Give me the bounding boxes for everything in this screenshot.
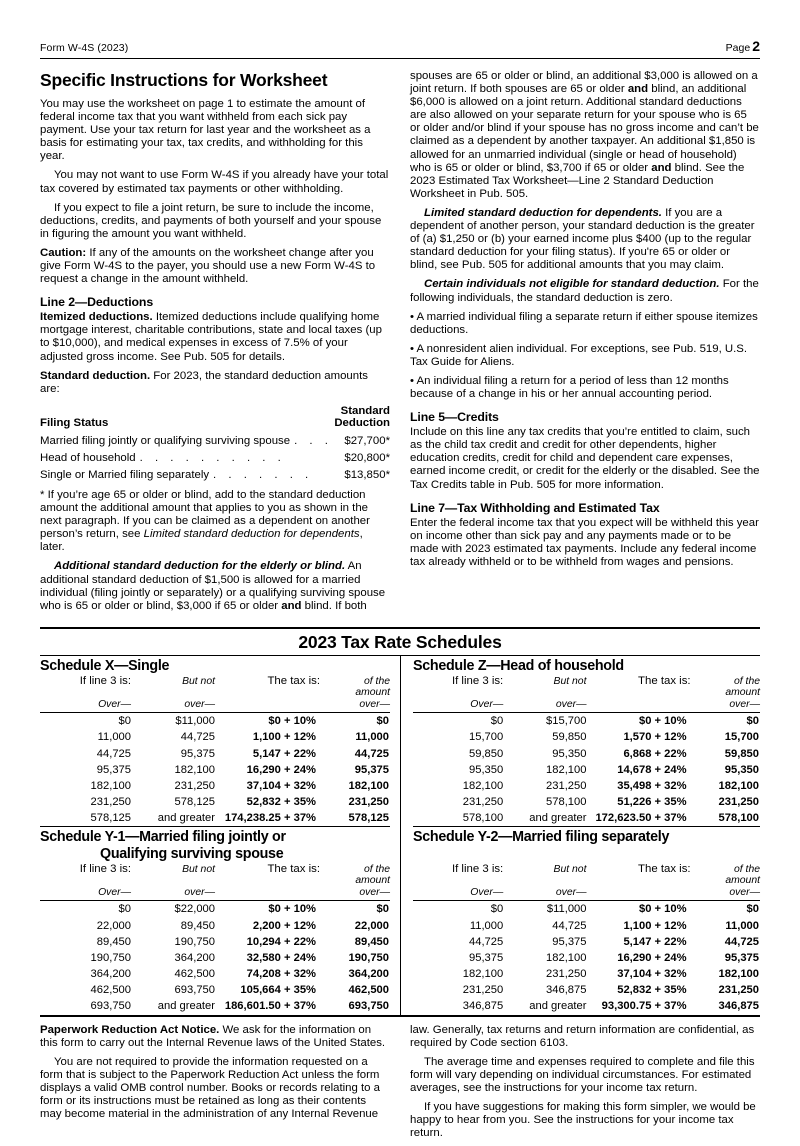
tax-value: $0 + 10%	[268, 903, 316, 916]
but-not-over-header-line1: But not	[553, 864, 587, 876]
spouses-and-2: and	[651, 161, 672, 174]
but-not-over-value: and greater	[157, 812, 215, 825]
but-not-over-value: and greater	[529, 1000, 587, 1013]
over-value: 231,250	[462, 796, 504, 809]
spouses-text-c: blind. See the 2023 Estimated Tax Worksheet—Line 2 Standard Deduction Worksheet in Pub. 505.	[410, 161, 745, 200]
but-not-over-header-line1: But not	[553, 675, 587, 687]
standard-deduction-text: For 2023, the standard deduction amounts are:	[40, 369, 368, 395]
but-not-over-value: 182,100	[174, 763, 215, 776]
standard-deduction-header-line1: Standard	[340, 404, 390, 417]
but-not-over-value: 95,375	[552, 935, 587, 948]
schedule-y1-table	[40, 863, 390, 1014]
notice-right-column	[410, 1024, 760, 1146]
limited-deduction-text: If you are a dependent of another person, your standard deduction is the greater of (a) $1,250 or (b) your earned income plus $400 (up to the regular standard deduction for your filing status). If you're 65 or older or blind, see Pub. 505 for additional amounts that you may claim.	[410, 206, 755, 272]
schedule-z-table	[413, 675, 760, 826]
schedule-z-rows	[413, 713, 760, 827]
tax-value: 16,290 + 24%	[246, 763, 316, 776]
over-value: 11,000	[97, 731, 131, 744]
amount-over-value: 578,125	[348, 812, 389, 825]
of-the-amount-header-line1: of the	[734, 675, 760, 687]
if-line-3-header: If line 3 is:	[451, 863, 504, 876]
but-not-over-header-line2: over—	[184, 886, 215, 898]
but-not-over-value: $11,000	[546, 903, 587, 916]
amount-over-value: 462,500	[348, 984, 389, 997]
schedule-y1-title-line2: Qualifying surviving spouse	[100, 845, 284, 862]
paperwork-reduction-notice	[40, 1015, 760, 1146]
notice-left-column	[40, 1024, 390, 1146]
line-7-withholding-paragraph: Enter the federal income tax that you expect will be withheld this year on income other than sick pay and any payments made or to be made with 2023 estimated tax payments. Include any federal income tax already withheld or to be withheld from wages and pensions.	[410, 516, 759, 568]
over-value: 182,100	[462, 968, 504, 981]
spouses-continuation-paragraph	[410, 70, 760, 201]
limited-deduction-label: Limited standard deduction for dependents.	[424, 206, 662, 219]
tax-value: 14,678 + 24%	[617, 763, 687, 776]
amount-over-value: 190,750	[348, 951, 389, 964]
tax-value: 1,100 + 12%	[623, 919, 687, 932]
standard-deduction-label: Standard deduction.	[40, 369, 151, 382]
table-row	[413, 713, 760, 730]
over-header: Over—	[470, 699, 504, 711]
table-row	[40, 810, 390, 826]
spouses-and-1: and	[627, 83, 649, 96]
dot-leader: . . . . . . . . . .	[139, 451, 286, 464]
table-row	[40, 433, 390, 450]
table-row	[40, 729, 390, 745]
amount-over-value: 231,250	[718, 796, 759, 809]
notice-intro-paragraph	[40, 1024, 390, 1050]
tax-value: 174,238.25 + 37%	[224, 812, 316, 825]
over-header: Over—	[98, 699, 131, 711]
over-header: Over—	[470, 887, 504, 899]
but-not-over-value: 578,100	[546, 796, 587, 809]
amount-over-value: 95,375	[724, 951, 759, 964]
of-the-amount-header-line2: amount	[355, 875, 390, 887]
tax-value: 5,147 + 22%	[252, 747, 316, 760]
the-tax-is-header: The tax is:	[638, 675, 691, 688]
amount-over-value: 231,250	[348, 796, 389, 809]
schedule-y1-rows	[40, 901, 390, 1015]
but-not-over-value: 231,250	[546, 968, 587, 981]
table-row	[40, 966, 390, 982]
but-not-over-header-line1: But not	[182, 675, 215, 687]
schedule-y2	[413, 826, 760, 1014]
footnote-text-end: , later.	[40, 528, 363, 554]
standard-deduction-header	[334, 405, 390, 430]
if-line-3-header: If line 3 is:	[79, 675, 131, 688]
of-the-amount-header-line3: over—	[359, 698, 390, 710]
caution-label: Caution:	[40, 246, 87, 259]
but-not-over-value: 693,750	[174, 984, 215, 997]
over-header: Over—	[98, 887, 131, 899]
instructions-columns	[40, 59, 760, 619]
over-value: 59,850	[469, 747, 504, 760]
tax-value: 1,100 + 12%	[252, 731, 316, 744]
schedule-y2-title-line1: Schedule Y-2—Married filing separately	[413, 829, 670, 846]
over-value: 693,750	[90, 1000, 131, 1013]
schedule-z	[413, 656, 760, 827]
schedule-y2-rows	[413, 901, 760, 1015]
of-the-amount-header-line1: of the	[734, 864, 760, 876]
footnote-text-start: * If you’re age 65 or older or blind, add to the standard deduction amount the additional amount that applies to you as shown in the next paragraph. If you can be claimed as a dependent on another person’s return, see	[40, 488, 370, 541]
tax-value: 186,601.50 + 37%	[224, 1000, 316, 1013]
but-not-over-value: and greater	[157, 1000, 215, 1013]
of-the-amount-header-line2: amount	[725, 687, 760, 699]
over-value: 95,350	[469, 763, 504, 776]
tax-value: 1,570 + 12%	[623, 731, 687, 744]
over-value: 578,125	[90, 812, 131, 825]
but-not-over-value: and greater	[529, 812, 587, 825]
not-needed-paragraph: You may not want to use Form W-4S if you already have your total tax covered by estimated tax payments or other withholding.	[40, 169, 389, 195]
itemized-deductions-paragraph	[40, 311, 390, 363]
page-number: 2	[752, 38, 760, 54]
deduction-amount: $27,700*	[344, 434, 390, 447]
dot-leader: . . .	[294, 434, 333, 447]
caution-paragraph	[40, 247, 390, 286]
schedule-y2-table	[413, 863, 760, 1014]
but-not-over-value: 462,500	[174, 968, 215, 981]
tax-value: 16,290 + 24%	[617, 951, 687, 964]
over-value: $0	[490, 715, 504, 728]
over-value: $0	[490, 903, 504, 916]
over-value: 364,200	[90, 968, 131, 981]
tax-value: 51,226 + 35%	[617, 796, 687, 809]
standard-deduction-table	[40, 405, 390, 484]
but-not-over-value: 578,125	[174, 796, 215, 809]
but-not-over-value: $22,000	[174, 903, 215, 916]
tax-value: 172,623.50 + 37%	[595, 812, 687, 825]
schedule-y1	[40, 826, 390, 1014]
over-value: 44,725	[469, 935, 504, 948]
instructions-left-column	[40, 70, 390, 619]
filing-status-header: Filing Status	[40, 417, 109, 430]
additional-deduction-text-a: An additional standard deduction of $1,500 is allowed for a married individual (filing jointly or separately) or a qualifying surviving spouse who is 65 or older or blind, $3,000 if 65 or older	[40, 560, 386, 612]
over-value: 182,100	[90, 779, 131, 792]
table-row	[413, 950, 760, 966]
amount-over-value: $0	[746, 903, 759, 916]
the-tax-is-header: The tax is:	[638, 863, 691, 876]
tax-value: 2,200 + 12%	[252, 919, 316, 932]
table-row	[413, 917, 760, 933]
over-value: 89,450	[96, 935, 131, 948]
table-row	[40, 998, 390, 1014]
tax-value: 35,498 + 32%	[617, 779, 687, 792]
but-not-over-value: 59,850	[552, 731, 587, 744]
list-item: • An individual filing a return for a period of less than 12 months because of a change in his or her annual accounting period.	[410, 374, 729, 401]
standard-deduction-table-header	[40, 405, 390, 430]
amount-over-value: 578,100	[718, 812, 759, 825]
schedule-x-table	[40, 675, 390, 826]
schedule-z-title: Schedule Z—Head of household	[413, 657, 624, 674]
itemized-deductions-text: Itemized deductions include qualifying home mortgage interest, charitable contributions, state and local taxes (up to $10,000), and medical expenses in excess of 7.5% of your adjusted gross income. See Pub. 505 for details.	[40, 311, 382, 363]
amount-over-value: 693,750	[348, 1000, 389, 1013]
tax-value: $0 + 10%	[638, 903, 687, 916]
of-the-amount-header-line3: over—	[729, 886, 760, 898]
but-not-over-value: 89,450	[180, 919, 215, 932]
over-value: $0	[118, 715, 131, 728]
table-row	[40, 982, 390, 998]
list-item: • A married individual filing a separate return if either spouse itemizes deductions.	[410, 310, 758, 336]
tax-value: 52,832 + 35%	[246, 796, 316, 809]
table-row	[413, 746, 760, 762]
table-row	[413, 729, 760, 745]
but-not-over-header-line2: over—	[555, 886, 587, 898]
schedule-x	[40, 656, 390, 827]
deduction-amount: $20,800*	[344, 451, 390, 464]
line-5-credits-heading: Line 5—Credits	[410, 410, 499, 425]
over-value: $0	[118, 903, 131, 916]
tax-value: 37,104 + 32%	[617, 968, 687, 981]
standard-deduction-footnote	[40, 489, 390, 554]
spouses-text-b: blind, an additional $6,000 is allowed on a joint return. Additional standard deductions are also allowed on your separate return for your spouse who is 65 or older and/or blind if your spouse has no gross income and can’t be claimed as a dependent by another taxpayer. An additional $1,850 is allowed for an unmarried individual (single or head of household) who is 65 or older or blind, $3,700 if 65 or older	[410, 83, 759, 174]
table-row	[40, 746, 390, 762]
instructions-right-column	[410, 70, 760, 619]
line-7-withholding-heading: Line 7—Tax Withholding and Estimated Tax	[410, 500, 660, 515]
amount-over-value: 11,000	[355, 731, 389, 744]
tax-rate-schedules-title: 2023 Tax Rate Schedules	[40, 629, 760, 656]
amount-over-value: 346,875	[718, 1000, 759, 1013]
but-not-over-value: 44,725	[552, 919, 587, 932]
line-5-credits-paragraph: Include on this line any tax credits that you’re entitled to claim, such as the child tax credit and credit for other dependents, higher education credits, credit for child and dependent care expenses, earned income credit, or credit for the elderly or the disabled. See the Tax Credits table in Pub. 505 for more information.	[410, 426, 760, 491]
over-value: 346,875	[462, 1000, 504, 1013]
worksheet-intro-paragraph: You may use the worksheet on page 1 to estimate the amount of federal income tax that you want withheld from each sick pay payment. Use your tax return for last year and the worksheet as a basis for estimating your tax, tax credits, and withholding for this year.	[40, 98, 371, 163]
but-not-over-value: 231,250	[174, 779, 215, 792]
caution-text: If any of the amounts on the worksheet change after you give Form W-4S to the payer, you should use a new Form W-4S to request a change in the amount withheld.	[40, 246, 376, 286]
list-item: • A nonresident alien individual. For exceptions, see Pub. 519, U.S. Tax Guide for Aliens.	[410, 342, 748, 368]
over-value: 11,000	[469, 919, 504, 932]
but-not-over-value: 182,100	[546, 951, 587, 964]
additional-deduction-text-b: blind. If both	[301, 599, 367, 612]
standard-deduction-header-line2: Deduction	[334, 417, 390, 430]
tax-value: 6,868 + 22%	[623, 747, 687, 760]
tax-value: 52,832 + 35%	[617, 984, 687, 997]
over-value: 15,700	[469, 731, 504, 744]
page-label: Page	[725, 42, 751, 54]
but-not-over-value: 95,375	[180, 747, 215, 760]
table-row	[40, 794, 390, 810]
but-not-over-value: $15,700	[546, 715, 587, 728]
schedule-y2-title	[413, 829, 760, 862]
amount-over-value: $0	[376, 903, 389, 916]
over-value: 462,500	[90, 984, 131, 997]
but-not-over-header-line1: But not	[182, 864, 215, 876]
but-not-over-value: $11,000	[175, 715, 215, 728]
table-row	[40, 917, 390, 933]
table-row	[40, 450, 390, 467]
of-the-amount-header-line1: of the	[364, 675, 390, 687]
if-line-3-header: If line 3 is:	[451, 675, 504, 688]
amount-over-value: 44,725	[354, 747, 389, 760]
of-the-amount-header-line3: over—	[359, 886, 390, 898]
schedule-x-rows	[40, 713, 390, 827]
if-line-3-header: If line 3 is:	[79, 863, 131, 876]
additional-deduction-and: and	[281, 599, 302, 612]
amount-over-value: 182,100	[718, 779, 759, 792]
certain-individuals-paragraph	[410, 278, 760, 304]
certain-individuals-text: For the following individuals, the standard deduction is zero.	[410, 278, 759, 304]
tax-value: 5,147 + 22%	[623, 935, 687, 948]
table-row	[413, 794, 760, 810]
over-value: 231,250	[462, 984, 504, 997]
of-the-amount-header-line3: over—	[729, 698, 760, 710]
table-row	[40, 934, 390, 950]
amount-over-value: 95,375	[354, 763, 389, 776]
filing-status-name: Married filing jointly or qualifying surviving spouse	[40, 434, 291, 447]
limited-standard-deduction-paragraph	[410, 207, 760, 272]
form-identifier: Form W-4S (2023)	[40, 42, 129, 54]
schedules-right-column	[400, 656, 760, 1015]
but-not-over-value: 231,250	[546, 779, 587, 792]
over-value: 182,100	[462, 779, 504, 792]
itemized-deductions-label: Itemized deductions.	[40, 311, 153, 324]
standard-deduction-paragraph	[40, 370, 390, 396]
but-not-over-value: 44,725	[180, 731, 215, 744]
amount-over-value: 364,200	[348, 968, 389, 981]
of-the-amount-header-line2: amount	[725, 875, 760, 887]
tax-rate-schedules-grid	[40, 656, 760, 1015]
additional-standard-deduction-paragraph	[40, 560, 390, 612]
spouses-text-a: spouses are 65 or older or blind, an additional $3,000 is allowed on a joint return. If both spouses are 65 or older	[410, 70, 758, 96]
tax-rate-schedules-section	[40, 627, 760, 1015]
tax-value: 37,104 + 32%	[246, 779, 316, 792]
tax-value: 105,664 + 35%	[240, 984, 316, 997]
filing-status-name: Head of household	[40, 451, 136, 464]
notice-confidentiality-paragraph: law. Generally, tax returns and return information are confidential, as required by Code section 6103.	[410, 1023, 755, 1049]
table-row	[413, 982, 760, 998]
table-row	[413, 778, 760, 794]
notice-suggestions-paragraph: If you have suggestions for making this form simpler, we would be happy to hear from you. See the instructions for your income tax return.	[410, 1101, 756, 1140]
table-row	[413, 998, 760, 1014]
schedules-left-column	[40, 656, 400, 1015]
page-indicator	[726, 38, 760, 54]
notice-text: We ask for the information on this form to carry out the Internal Revenue laws of the United States.	[40, 1023, 386, 1049]
table-row	[40, 778, 390, 794]
amount-over-value: 59,850	[724, 747, 759, 760]
amount-over-value: 95,350	[724, 763, 759, 776]
table-row	[40, 467, 390, 484]
notice-label: Paperwork Reduction Act Notice.	[40, 1023, 220, 1036]
of-the-amount-header-line2: amount	[355, 687, 390, 699]
notice-burden-paragraph: The average time and expenses required to complete and file this form will vary depending on individual circumstances. For estimated averages, see the instructions for your income tax return.	[410, 1055, 755, 1094]
table-row	[413, 762, 760, 778]
schedule-x-title: Schedule X—Single	[40, 657, 170, 674]
the-tax-is-header: The tax is:	[267, 675, 320, 688]
amount-over-value: 15,700	[724, 731, 759, 744]
tax-value: 32,580 + 24%	[246, 951, 316, 964]
over-value: 95,375	[96, 763, 131, 776]
table-row	[413, 966, 760, 982]
but-not-over-value: 346,875	[546, 984, 587, 997]
table-row	[40, 762, 390, 778]
line-2-deductions-heading: Line 2—Deductions	[40, 295, 154, 310]
the-tax-is-header: The tax is:	[267, 863, 320, 876]
joint-return-paragraph: If you expect to file a joint return, be sure to include the income, deductions, credits, and payments of both yourself and your spouse in figuring the amount you want withheld.	[40, 201, 382, 240]
table-row	[413, 901, 760, 918]
over-value: 44,725	[96, 747, 131, 760]
over-value: 190,750	[90, 951, 131, 964]
amount-over-value: 231,250	[718, 984, 759, 997]
over-value: 22,000	[96, 919, 131, 932]
amount-over-value: $0	[376, 715, 389, 728]
amount-over-value: 22,000	[354, 919, 389, 932]
amount-over-value: 11,000	[725, 919, 759, 932]
amount-over-value: 89,450	[354, 935, 389, 948]
but-not-over-value: 95,350	[552, 747, 587, 760]
over-value: 578,100	[462, 812, 504, 825]
but-not-over-header-line2: over—	[184, 698, 215, 710]
deduction-amount: $13,850*	[344, 468, 390, 481]
over-value: 231,250	[90, 796, 131, 809]
table-row	[40, 950, 390, 966]
tax-value: 93,300.75 + 37%	[601, 1000, 687, 1013]
footnote-italic-reference: Limited standard deduction for dependents	[143, 528, 360, 541]
of-the-amount-header-line1: of the	[364, 864, 390, 876]
additional-deduction-label: Additional standard deduction for the elderly or blind.	[54, 560, 346, 573]
schedule-y1-title-line1: Schedule Y-1—Married filing jointly or	[40, 829, 286, 846]
tax-value: $0 + 10%	[268, 715, 316, 728]
but-not-over-value: 182,100	[546, 763, 587, 776]
but-not-over-header-line2: over—	[555, 698, 587, 710]
schedule-y1-title	[40, 829, 390, 862]
filing-status-name: Single or Married filing separately	[40, 468, 210, 481]
but-not-over-value: 364,200	[174, 951, 215, 964]
page-header	[40, 0, 760, 59]
amount-over-value: 182,100	[718, 968, 759, 981]
over-value: 95,375	[469, 951, 504, 964]
table-row	[40, 901, 390, 918]
notice-requirement-paragraph: You are not required to provide the information requested on a form that is subject to the Paperwork Reduction Act unless the form displays a valid OMB control number. Books or records relating to a form or its instructions must be retained as long as their contents may become material in the administration of any Internal Revenue	[40, 1055, 380, 1121]
table-row	[413, 810, 760, 826]
certain-individuals-label: Certain individuals not eligible for standard deduction.	[424, 278, 720, 291]
amount-over-value: 182,100	[348, 779, 389, 792]
tax-value: 74,208 + 32%	[246, 968, 316, 981]
table-row	[40, 713, 390, 730]
dot-leader: . . . . . . .	[213, 468, 313, 481]
table-row	[413, 934, 760, 950]
amount-over-value: 44,725	[724, 935, 759, 948]
tax-value: $0 + 10%	[638, 715, 687, 728]
but-not-over-value: 190,750	[174, 935, 215, 948]
page-title: Specific Instructions for Worksheet	[40, 70, 328, 90]
tax-value: 10,294 + 22%	[246, 935, 316, 948]
amount-over-value: $0	[746, 715, 759, 728]
